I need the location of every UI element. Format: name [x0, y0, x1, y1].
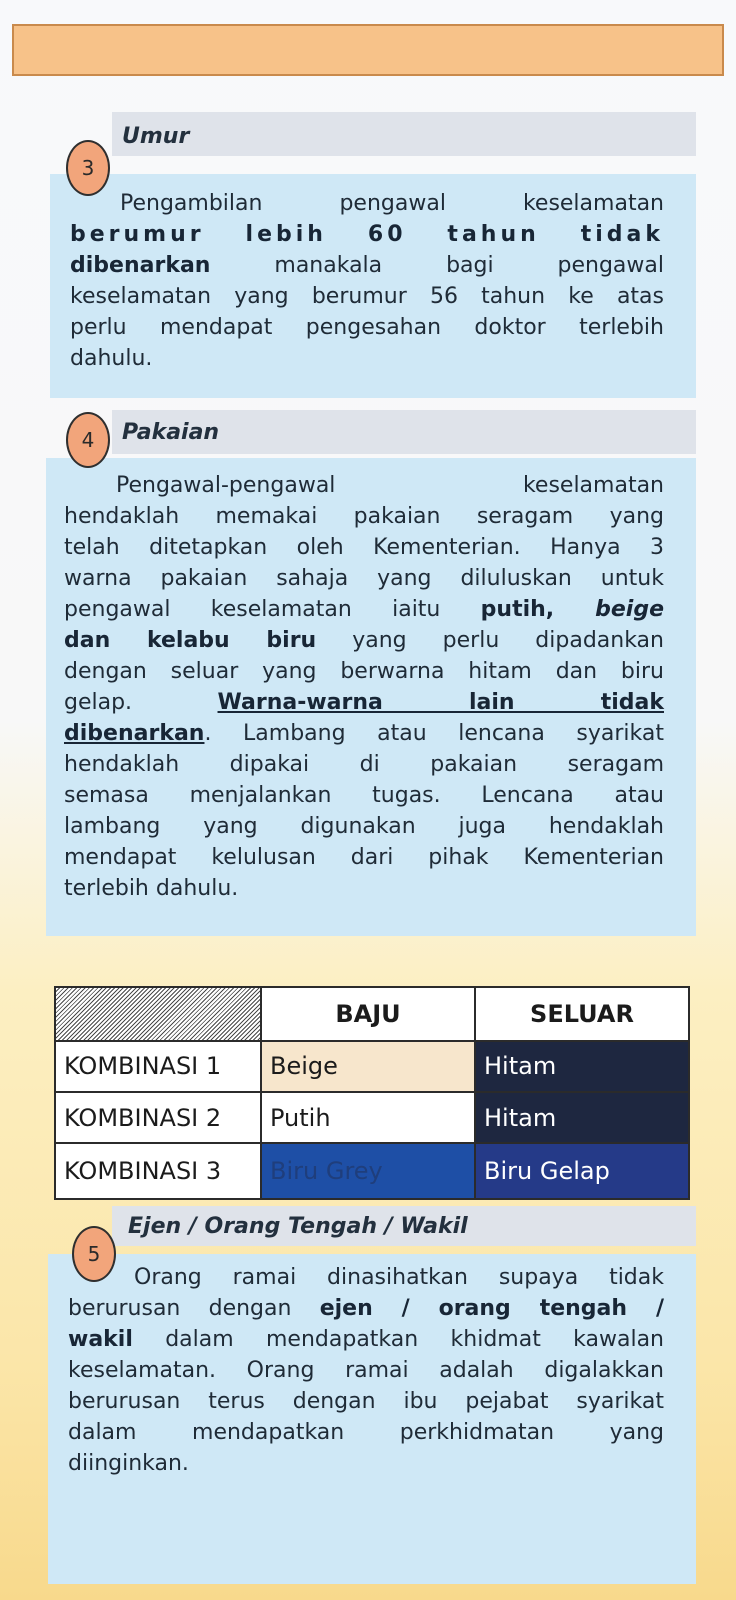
section-3-title: Umur — [122, 124, 190, 149]
section-4-line-10: hendaklah dipakai di pakaian seragam — [64, 752, 664, 777]
section-4-line-8: gelap. Warna-warna lain tidak — [64, 690, 664, 715]
row-label-kombinasi-2: KOMBINASI 2 — [55, 1092, 261, 1143]
section-5-line-1: Orang ramai dinasihatkan supaya tidak — [134, 1265, 664, 1290]
kombinasi-2-baju: Putih — [261, 1092, 475, 1143]
table-row — [55, 1092, 689, 1143]
section-4-line-1: Pengawal-pengawal keselamatan — [116, 473, 664, 498]
section-4-line-6: dan kelabu biru yang perlu dipadankan — [64, 628, 664, 653]
section-3-title-band — [112, 112, 696, 156]
table-corner-hatch — [55, 987, 261, 1041]
section-3-line-5: perlu mendapat pengesahan doktor terlebih — [70, 315, 664, 340]
section-5-line-3: wakil dalam mendapatkan khidmat kawalan — [68, 1327, 664, 1352]
kombinasi-3-seluar: Biru Gelap — [475, 1143, 689, 1199]
section-5-text-box — [48, 1254, 696, 1584]
section-4-line-12: lambang yang digunakan juga hendaklah — [64, 814, 664, 839]
table-header-seluar: SELUAR — [475, 987, 689, 1041]
kombinasi-3-baju: Biru Grey — [261, 1143, 475, 1199]
section-5-title: Ejen / Orang Tengah / Wakil — [128, 1214, 468, 1239]
section-4-title: Pakaian — [122, 420, 220, 445]
section-4-number-badge: 4 — [66, 412, 110, 468]
uniform-combination-table — [54, 986, 690, 1200]
section-3-line-4: keselamatan yang berumur 56 tahun ke atas — [70, 284, 664, 309]
section-5-line-6: dalam mendapatkan perkhidmatan yang — [68, 1420, 664, 1445]
section-4-line-14: terlebih dahulu. — [64, 876, 239, 901]
section-4-line-11: semasa menjalankan tugas. Lencana atau — [64, 783, 664, 808]
section-4-line-2: hendaklah memakai pakaian seragam yang — [64, 504, 664, 529]
section-5-number-badge: 5 — [72, 1226, 116, 1282]
section-5-line-4: keselamatan. Orang ramai adalah digalakkan — [68, 1358, 664, 1383]
section-3-line-2: berumur lebih 60 tahun tidak — [70, 222, 664, 247]
section-4-line-4: warna pakaian sahaja yang diluluskan untuk — [64, 566, 664, 591]
kombinasi-1-baju: Beige — [261, 1041, 475, 1092]
section-4-line-7: dengan seluar yang berwarna hitam dan biru — [64, 659, 664, 684]
row-label-kombinasi-1: KOMBINASI 1 — [55, 1041, 261, 1092]
section-5-line-5: berurusan terus dengan ibu pejabat syarikat — [68, 1389, 664, 1414]
kombinasi-2-seluar: Hitam — [475, 1092, 689, 1143]
table-header-row — [55, 987, 689, 1041]
section-4-text-box — [46, 458, 696, 936]
section-3-text-box — [50, 174, 696, 398]
section-5-line-2: berurusan dengan ejen / orang tengah / — [68, 1296, 665, 1321]
section-3-number-badge: 3 — [66, 140, 110, 196]
section-4-line-9: dibenarkan. Lambang atau lencana syarikat — [64, 721, 664, 746]
table-row — [55, 1143, 689, 1199]
kombinasi-1-seluar: Hitam — [475, 1041, 689, 1092]
section-4-line-5: pengawal keselamatan iaitu putih, beige — [64, 597, 664, 622]
section-5-line-7: diinginkan. — [68, 1451, 189, 1476]
header-bar — [12, 24, 724, 76]
section-3-line-6: dahulu. — [70, 346, 153, 371]
section-3-line-1: Pengambilan pengawal keselamatan — [120, 191, 664, 216]
row-label-kombinasi-3: KOMBINASI 3 — [55, 1143, 261, 1199]
section-4-line-13: mendapat kelulusan dari pihak Kementerian — [64, 845, 664, 870]
section-3-line-3: dibenarkan manakala bagi pengawal — [70, 253, 664, 278]
table-header-baju: BAJU — [261, 987, 475, 1041]
section-4-line-3: telah ditetapkan oleh Kementerian. Hanya 3 — [64, 535, 664, 560]
table-row — [55, 1041, 689, 1092]
